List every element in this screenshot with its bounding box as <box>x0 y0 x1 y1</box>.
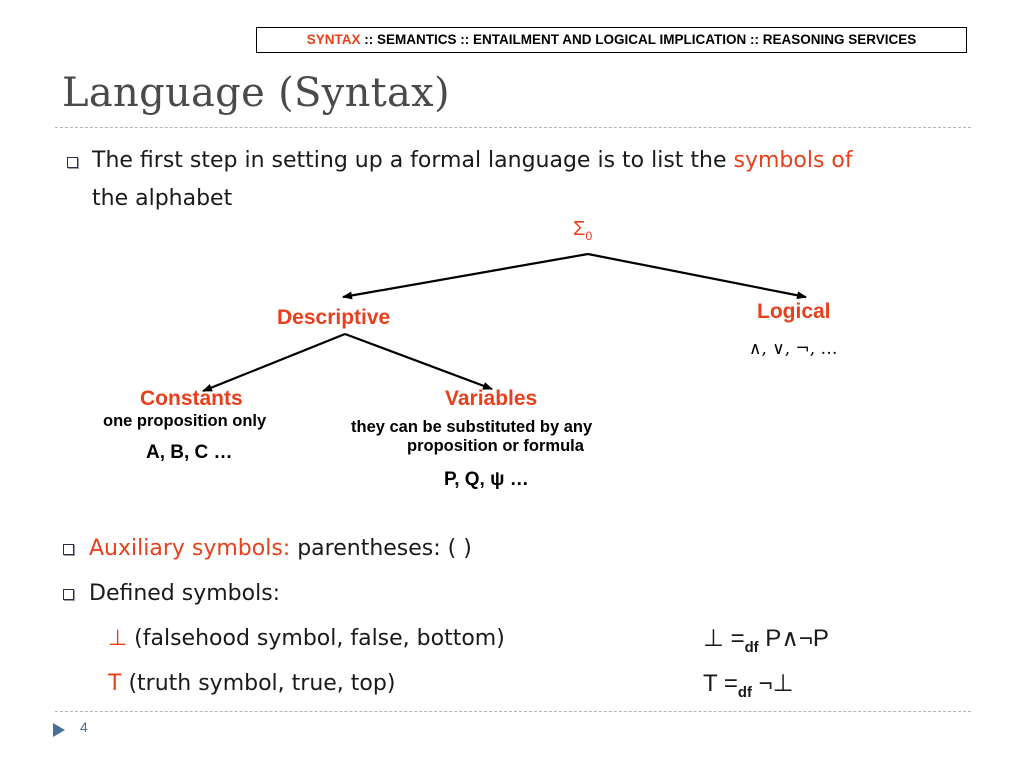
bullet-square-icon <box>63 544 74 555</box>
bullet2-line <box>89 530 472 568</box>
diagram-root: $\Sigma_0$ <box>573 218 593 243</box>
bullet1-highlight: symbols of <box>733 148 853 173</box>
verum-row <box>108 665 395 703</box>
footer-divider <box>55 711 971 712</box>
breadcrumb-current[interactable]: SYNTAX <box>306 32 361 47</box>
bullet2-label: Auxiliary symbols: <box>89 536 291 561</box>
verum-symbol: T <box>108 671 122 696</box>
diagram-descriptive: Descriptive <box>277 306 391 329</box>
edge-descriptive-variables <box>345 334 492 389</box>
diagram-constants-desc: one proposition only <box>103 412 267 430</box>
verum-definition: $T =_{df}$ ¬⊥ <box>703 670 794 701</box>
play-arrow-icon <box>52 722 66 738</box>
diagram-constants: Constants <box>140 387 243 410</box>
page-number: 4 <box>80 719 88 735</box>
diagram-variables-desc-2: proposition or formula <box>407 437 584 455</box>
bullet-square-icon <box>63 589 74 600</box>
falsum-desc: (falsehood symbol, false, bottom) <box>127 626 505 651</box>
falsum-row <box>108 620 505 658</box>
bullet1-line2: the alphabet <box>92 186 233 211</box>
diagram-variables-desc-1: they can be substituted by any <box>351 418 593 436</box>
edge-root-descriptive <box>343 254 588 297</box>
diagram-logical: Logical <box>757 300 831 323</box>
bullet1-text: The first step in setting up a formal language is to list the <box>92 148 734 173</box>
breadcrumb-rest[interactable]: :: SEMANTICS :: ENTAILMENT AND LOGICAL IMPLICATION :: REASONING SERVICES <box>360 32 917 47</box>
bullet2-text: parentheses: ( ) <box>290 536 472 561</box>
falsum-definition: ⊥ $=_{df}$ P∧¬P <box>703 625 829 656</box>
page-title: Language (Syntax) <box>62 70 450 116</box>
verum-desc: (truth symbol, true, top) <box>121 671 396 696</box>
edge-root-logical <box>588 254 806 297</box>
diagram-logical-symbols: ∧, ∨, ¬, … <box>749 339 838 359</box>
diagram-constants-examples: A, B, C … <box>146 442 233 463</box>
diagram-variables-examples: P, Q, ψ … <box>444 469 529 490</box>
bullet3-label: Defined symbols: <box>89 581 281 606</box>
diagram-variables: Variables <box>445 387 538 410</box>
edge-descriptive-constants <box>203 334 345 391</box>
falsum-symbol: ⊥ <box>108 626 128 651</box>
